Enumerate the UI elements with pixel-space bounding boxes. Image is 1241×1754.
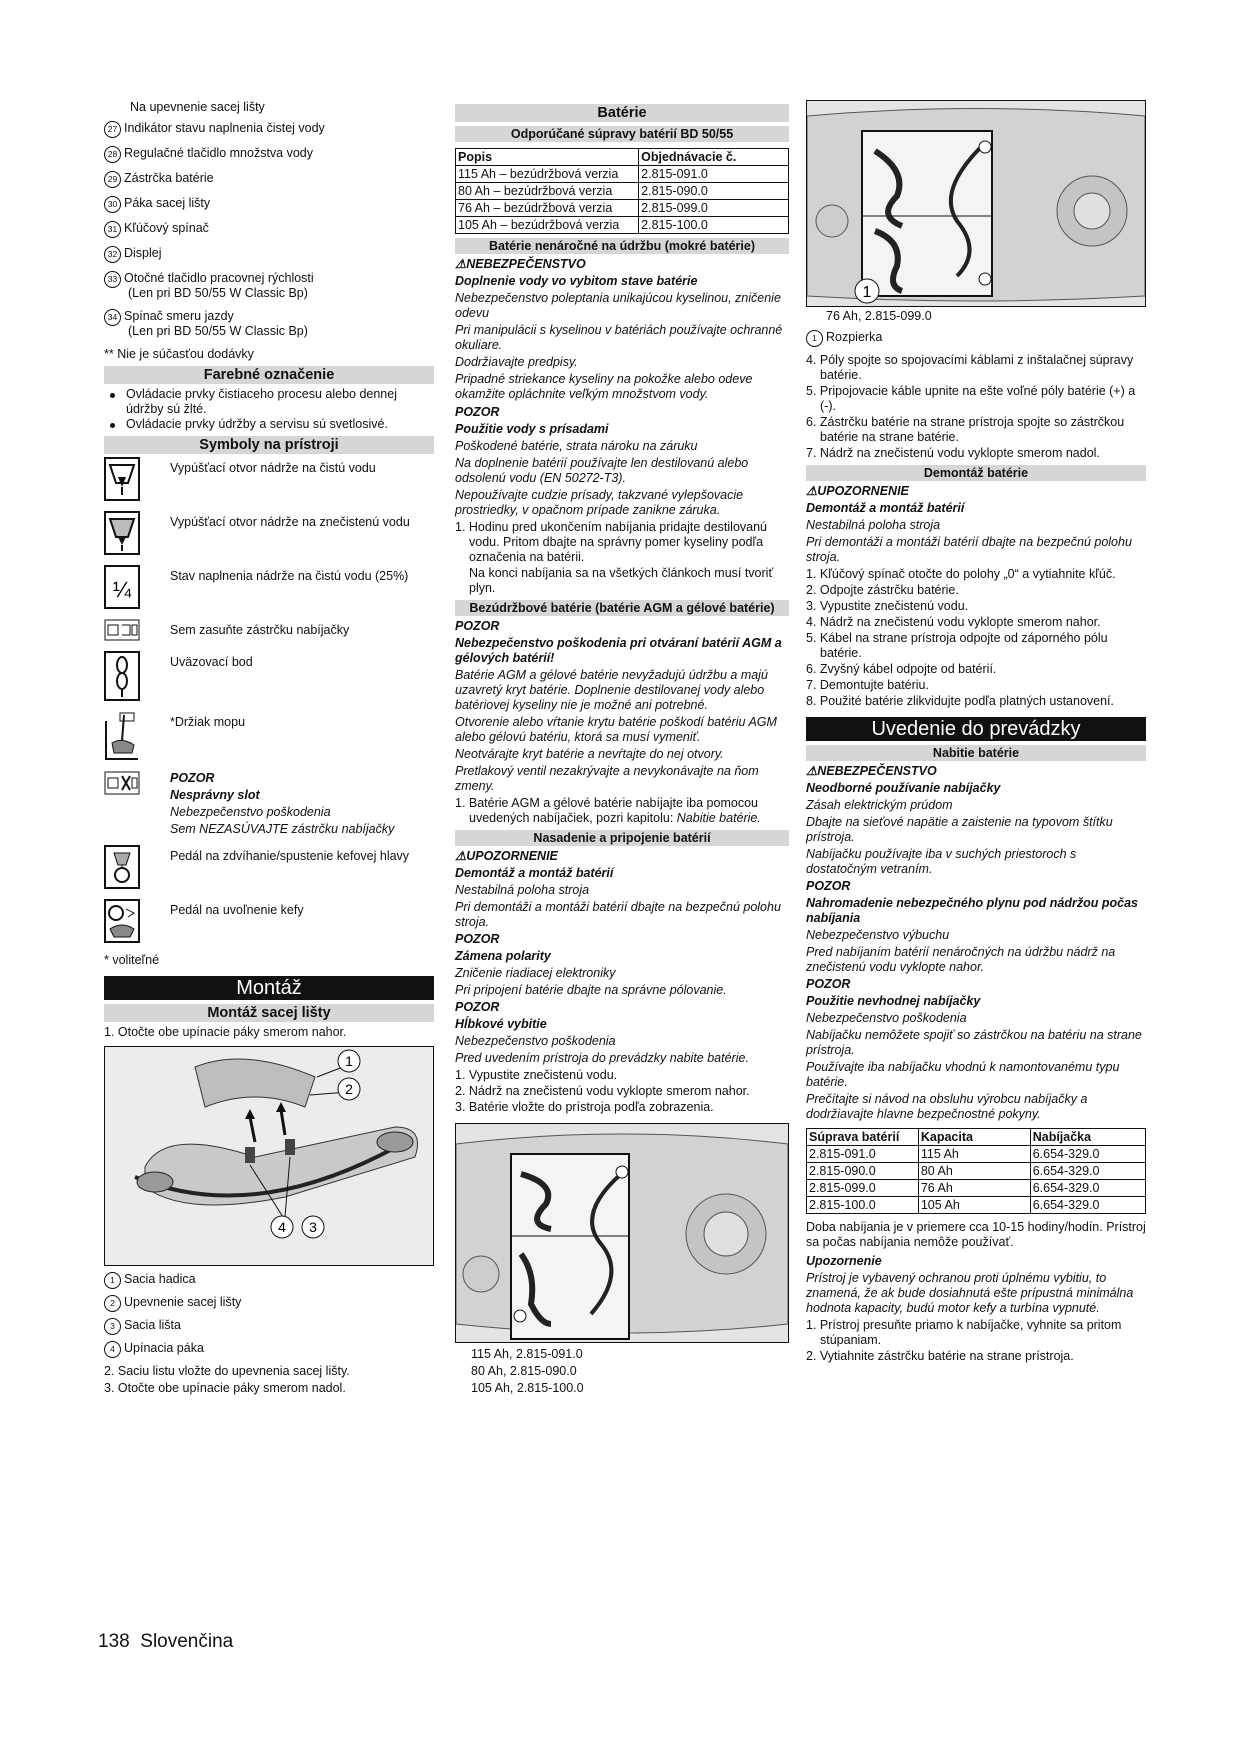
pozor-title: POZOR — [170, 771, 215, 785]
table-cell: 76 Ah – bezúdržbová verzia — [456, 200, 639, 217]
pozor-line: Používajte iba nabíjačku vhodnú k namontovanému typu batérie. — [806, 1060, 1120, 1089]
demontaz-step: 2. Odpojte zástrčku batérie. — [806, 583, 959, 597]
table-row — [807, 1146, 1146, 1163]
pedal-symbols — [104, 845, 434, 947]
montaz-step: 1. Otočte obe upínacie páky smerom nahor. — [104, 1025, 347, 1039]
legend-text: Sacia hadica — [124, 1272, 196, 1286]
danger-line: Nabíjačku používajte iba v suchých priestoroch s dostatočným vetraním. — [806, 847, 1077, 876]
table-row — [456, 166, 789, 183]
right-column — [806, 100, 1146, 1365]
charger-plug-icon — [104, 619, 140, 645]
warning-line: Pri demontáži a montáži batérií dbajte na bezpečnú polohu stroja. — [455, 900, 781, 929]
danger-sub: Doplnenie vody vo vybitom stave batérie — [455, 274, 698, 288]
pozor-sub: Hĺbkové vybitie — [455, 1017, 547, 1031]
figure-caption: 76 Ah, 2.815-099.0 — [826, 309, 932, 323]
connect-step: 7. Nádrž na znečistenú vodu vyklopte smerom nadol. — [806, 446, 1100, 460]
note-title: Upozornenie — [806, 1254, 882, 1268]
connect-step: 4. Póly spojte so spojovacími káblami z inštalačnej súpravy batérie. — [806, 353, 1134, 382]
wet-step-note: Na konci nabíjania sa na všetkých článkoch musí tvoriť plyn. — [469, 566, 774, 595]
legend-number: 30 — [104, 196, 121, 213]
legend-item — [104, 246, 434, 263]
montaz-heading: Montáž — [104, 976, 434, 1000]
warning-title: ⚠UPOZORNENIE — [455, 849, 558, 863]
figure-legend — [104, 1272, 434, 1358]
table-cell: 2.815-091.0 — [639, 166, 789, 183]
fig-label-2: 2 — [345, 1081, 353, 1097]
pozor-line: Neotvárajte kryt batérie a nevŕtajte do nej otvory. — [455, 747, 724, 761]
legend-intro: Na upevnenie sacej lišty — [130, 100, 265, 114]
demontaz-step: 4. Nádrž na znečistenú vodu vyklopte smerom nahor. — [806, 615, 1101, 629]
table-row — [456, 200, 789, 217]
legend-item — [104, 146, 434, 163]
warning-line: Nestabilná poloha stroja — [806, 518, 941, 532]
pozor-line: Nebezpečenstvo výbuchu — [806, 928, 950, 942]
pozor-line: Pretlakový ventil nezakrývajte a nevykonávajte na ňom zmeny. — [455, 764, 759, 793]
danger-line: Pripadné striekance kyseliny na pokožke alebo odeve okamžite opláchnite veľkým množstvom vody. — [455, 372, 753, 401]
danger-line: Dbajte na sieťové napätie a zaistenie na typovom štítku prístroja. — [806, 815, 1113, 844]
page-footer — [98, 1631, 234, 1652]
svg-text:¼: ¼ — [112, 577, 132, 602]
dirty-water-drain-icon — [104, 511, 140, 559]
charger-warning-symbol — [104, 771, 434, 839]
pozor-title: POZOR — [455, 932, 500, 946]
legend-text: Páka sacej lišty — [124, 196, 211, 210]
caption-line: 105 Ah, 2.815-100.0 — [471, 1381, 584, 1395]
montaz-step: 3. Otočte obe upínacie páky smerom nadol. — [104, 1381, 346, 1395]
nabitie-heading: Nabitie batérie — [806, 745, 1146, 761]
symbol-text: Sem zasuňte zástrčku nabíjačky — [170, 623, 350, 637]
caption-line: 115 Ah, 2.815-091.0 — [471, 1347, 583, 1361]
page-number: 138 — [98, 1631, 130, 1652]
demontaz-step: 8. Použité batérie zlikvidujte podľa platných ustanovení. — [806, 694, 1115, 708]
warning-sub: Demontáž a montáž batérií — [455, 866, 614, 880]
legend-item — [104, 271, 434, 301]
pozor-line: Na doplnenie batérií používajte len destilovanú alebo odsolenú vodu (EN 50272-T3). — [455, 456, 749, 485]
symbol-text: Vypúšťací otvor nádrže na znečistenú vodu — [170, 515, 410, 529]
color-item: Ovládacie prvky čistiaceho procesu alebo dennej údržby sú žlté. — [104, 387, 434, 417]
optional-note: * voliteľné — [104, 953, 160, 967]
charger-table — [806, 1128, 1146, 1214]
left-column — [104, 100, 434, 1398]
legend-item — [104, 121, 434, 138]
table-cell: 6.654-329.0 — [1030, 1180, 1145, 1197]
legend-number: 28 — [104, 146, 121, 163]
pozor-line: Poškodené batérie, strata nároku na záruku — [455, 439, 698, 453]
figure-legend-item — [104, 1318, 434, 1335]
connect-step: 5. Pripojovacie káble upnite na ešte voľné póly batérie (+) a (-). — [806, 384, 1136, 413]
agm-heading: Bezúdržbové batérie (batérie AGM a gélové batérie) — [455, 600, 789, 616]
legend-text: Displej — [124, 246, 162, 260]
pozor-line: Sem NEZASÚVAJTE zástrčku nabíjačky — [170, 822, 395, 836]
batteries-heading: Batérie — [455, 104, 789, 122]
legend-item — [104, 171, 434, 188]
pozor-line: Zničenie riadiacej elektroniky — [455, 966, 616, 980]
danger-line: Nebezpečenstvo poleptania unikajúcou kyselinou, zničenie odevu — [455, 291, 781, 320]
figure-legend-item — [104, 1341, 434, 1358]
caption-line: 80 Ah, 2.815-090.0 — [471, 1364, 577, 1378]
insert-step: 3. Batérie vložte do prístroja podľa zobrazenia. — [455, 1100, 714, 1114]
danger-title: ⚠NEBEZPEČENSTVO — [455, 257, 586, 271]
danger-line: Dodržiavajte predpisy. — [455, 355, 578, 369]
table-row — [456, 183, 789, 200]
demontaz-step: 5. Kábel na strane prístroja odpojte od záporného pólu batérie. — [806, 631, 1108, 660]
symbol-text: Pedál na zdvíhanie/spustenie kefovej hlavy — [170, 849, 410, 863]
symbol-item — [104, 619, 434, 645]
table-cell: 2.815-090.0 — [807, 1163, 919, 1180]
table-cell: 115 Ah – bezúdržbová verzia — [456, 166, 639, 183]
note-text: Prístroj je vybavený ochranou proti úplnému vybitiu, to znamená, že ak bude dosiahnutá ešte prípustná minimálna hodnota kapacity, budú motor kefy a turbína vypnuté. — [806, 1271, 1134, 1315]
warning-title: ⚠UPOZORNENIE — [806, 484, 909, 498]
pozor-sub: Zámena polarity — [455, 949, 551, 963]
squeegee-figure — [104, 1046, 434, 1266]
legend-number: 32 — [104, 246, 121, 263]
table-cell: 105 Ah – bezúdržbová verzia — [456, 217, 639, 234]
pozor-sub: Nahromadenie nebezpečného plynu pod nádržou počas nabíjania — [806, 896, 1138, 925]
legend-number: 29 — [104, 171, 121, 188]
battery-bay-figure — [455, 1123, 789, 1343]
legend-number: 27 — [104, 121, 121, 138]
warning-line: Nestabilná poloha stroja — [455, 883, 590, 897]
legend-number: 31 — [104, 221, 121, 238]
insert-heading: Nasadenie a pripojenie batérií — [455, 830, 789, 846]
table-cell: 2.815-099.0 — [639, 200, 789, 217]
pozor-title: POZOR — [455, 1000, 500, 1014]
legend-item — [104, 196, 434, 213]
symbol-item — [104, 511, 434, 559]
pozor-line: Nepoužívajte cudzie prísady, takzvané vylepšovacie prostriedky, v opačnom prípade zanikne záruka. — [455, 488, 744, 517]
montaz-subheading: Montáž sacej lišty — [104, 1004, 434, 1022]
brush-pedal-icon — [104, 845, 140, 893]
legend-number: 1 — [104, 1272, 121, 1289]
clean-water-drain-icon — [104, 457, 140, 505]
table-row — [807, 1180, 1146, 1197]
pozor-title: POZOR — [455, 619, 500, 633]
warning-sub: Demontáž a montáž batérií — [806, 501, 965, 515]
figure-caption — [455, 1347, 789, 1396]
pozor-line: Batérie AGM a gélové batérie nevyžadujú údržbu a majú uzavretý kryt batérie. Doplnenie destilovanej vody alebo batériovej kyseliny nie je možné ani potrebné. — [455, 668, 768, 712]
legend-number: 33 — [104, 271, 121, 288]
demontaz-step: 7. Demontujte batériu. — [806, 678, 929, 692]
pozor-line: Otvorenie alebo vŕtanie krytu batérie poškodí batériu AGM alebo gélovú batériu, ktorá sa musí vymeniť. — [455, 715, 777, 744]
footnote: ** Nie je súčasťou dodávky — [104, 347, 254, 361]
legend-text: Kľúčový spínač — [124, 221, 209, 235]
mop-holder-icon — [104, 711, 140, 765]
fig-label-4: 4 — [278, 1219, 286, 1235]
pozor-line: Nabíjačku nemôžete spojiť so zástrčkou na batériu na strane prístroja. — [806, 1028, 1142, 1057]
symbol-text: Stav naplnenia nádrže na čistú vodu (25%) — [170, 569, 409, 583]
warning-line: Pri demontáži a montáži batérií dbajte na bezpečnú polohu stroja. — [806, 535, 1132, 564]
fig-label-1: 1 — [345, 1053, 353, 1069]
pozor-line: Nebezpečenstvo poškodenia — [455, 1034, 616, 1048]
insert-step: 1. Vypustite znečistenú vodu. — [455, 1068, 618, 1082]
pozor-title: POZOR — [806, 977, 851, 991]
pozor-title: POZOR — [455, 405, 500, 419]
pozor-sub: Nebezpečenstvo poškodenia pri otváraní batérií AGM a gélových batérií! — [455, 636, 782, 665]
legend-item — [104, 221, 434, 238]
middle-column — [455, 100, 789, 1398]
table-cell: 2.815-100.0 — [807, 1197, 919, 1214]
legend-text: Spínač smeru jazdy — [124, 309, 234, 323]
legend-text: Regulačné tlačidlo množstva vody — [124, 146, 313, 160]
legend-text: Otočné tlačidlo pracovnej rýchlosti — [124, 271, 314, 285]
lashing-point-icon — [104, 651, 140, 705]
table-cell: 6.654-329.0 — [1030, 1146, 1145, 1163]
pozor-line: Pred nabíjaním batérií nenáročných na údržbu nádrž na znečistenú vodu vyklopte nahor. — [806, 945, 1116, 974]
quarter-fill-icon — [104, 565, 140, 613]
legend-text: Zástrčka batérie — [124, 171, 214, 185]
charge-note: Doba nabíjania je v priemere cca 10-15 hodiny/hodín. Prístroj sa počas nabíjania nemôže používať. — [806, 1220, 1146, 1249]
danger-line: Pri manipulácii s kyselinou v batériách používajte ochranné okuliare. — [455, 323, 783, 352]
batteries-subheading: Odporúčané súpravy batérií BD 50/55 — [455, 126, 789, 142]
pozor-title: POZOR — [806, 879, 851, 893]
symbol-item — [104, 457, 434, 505]
symbol-item — [104, 845, 434, 893]
table-cell: 2.815-099.0 — [807, 1180, 919, 1197]
legend-number: 34 — [104, 309, 121, 326]
figure-legend-item: 1 Rozpierka — [806, 330, 1146, 347]
danger-line: Zásah elektrickým prúdom — [806, 798, 953, 812]
danger-sub: Neodborné používanie nabíjačky — [806, 781, 1001, 795]
symbols-heading: Symboly na prístroji — [104, 436, 434, 454]
battery-76ah-figure — [806, 100, 1146, 307]
pozor-line: Pri pripojení batérie dbajte na správne pólovanie. — [455, 983, 727, 997]
pozor-sub: Použitie nevhodnej nabíjačky — [806, 994, 981, 1008]
pozor-line: Nebezpečenstvo poškodenia — [806, 1011, 967, 1025]
insert-step: 2. Nádrž na znečistenú vodu vyklopte smerom nahor. — [455, 1084, 750, 1098]
fig-label-3: 3 — [309, 1219, 317, 1235]
legend-item — [104, 309, 434, 339]
table-cell: 105 Ah — [918, 1197, 1030, 1214]
demontaz-heading: Demontáž batérie — [806, 465, 1146, 481]
table-cell: 2.815-090.0 — [639, 183, 789, 200]
demontaz-step: 3. Vypustite znečistenú vodu. — [806, 599, 969, 613]
legend-subtext: (Len pri BD 50/55 W Classic Bp) — [128, 286, 308, 300]
symbol-text: Vypúšťací otvor nádrže na čistú vodu — [170, 461, 376, 475]
color-list — [104, 387, 434, 432]
footer-language: Slovenčina — [140, 1631, 234, 1652]
table-cell: 115 Ah — [918, 1146, 1030, 1163]
figure-legend-item — [104, 1272, 434, 1289]
legend-subtext: (Len pri BD 50/55 W Classic Bp) — [128, 324, 308, 338]
symbol-item — [104, 565, 434, 613]
battery-table — [455, 148, 789, 234]
demontaz-step: 1. Kľúčový spínač otočte do polohy „0“ a vytiahnite kľúč. — [806, 567, 1116, 581]
col-header: Kapacita — [918, 1129, 1030, 1146]
danger-title: ⚠NEBEZPEČENSTVO — [806, 764, 937, 778]
agm-step: 1. Batérie AGM a gélové batérie nabíjajte iba pomocou uvedených nabíjačiek, pozri kapitolu: Nabitie batérie. — [455, 796, 761, 825]
legend-text: Upínacia páka — [124, 1341, 204, 1355]
final-step: 2. Vytiahnite zástrčku batérie na strane prístroja. — [806, 1349, 1074, 1363]
wet-step: 1. Hodinu pred ukončením nabíjania pridajte destilovanú vodu. Pritom dbajte na správny pomer kyseliny podľa označenia na batérii. — [455, 520, 768, 564]
col-header: Popis — [456, 149, 639, 166]
legend-number: 2 — [104, 1295, 121, 1312]
component-legend — [104, 121, 434, 339]
table-row — [456, 217, 789, 234]
demontaz-step: 6. Zvyšný kábel odpojte od batérií. — [806, 662, 997, 676]
table-cell: 2.815-091.0 — [807, 1146, 919, 1163]
brush-release-pedal-icon — [104, 899, 140, 947]
wet-batteries-heading: Batérie nenáročné na údržbu (mokré batérie) — [455, 238, 789, 254]
wrong-slot-icon — [104, 771, 140, 799]
col-header: Súprava batérií — [807, 1129, 919, 1146]
symbols-list — [104, 457, 434, 765]
symbol-text: Uväzovací bod — [170, 655, 253, 669]
legend-text: Sacia lišta — [124, 1318, 181, 1332]
legend-text: Upevnenie sacej lišty — [124, 1295, 242, 1309]
col-header: Objednávacie č. — [639, 149, 789, 166]
final-step: 1. Prístroj presuňte priamo k nabíjačke, vyhnite sa pritom stúpaniam. — [806, 1318, 1122, 1347]
color-heading: Farebné označenie — [104, 366, 434, 384]
table-cell: 80 Ah – bezúdržbová verzia — [456, 183, 639, 200]
color-item: Ovládacie prvky údržby a servisu sú svetlosivé. — [104, 417, 434, 432]
uvedenie-heading: Uvedenie do prevádzky — [806, 717, 1146, 741]
table-cell: 2.815-100.0 — [639, 217, 789, 234]
symbol-text: Pedál na uvoľnenie kefy — [170, 903, 304, 917]
pozor-sub: Nesprávny slot — [170, 788, 260, 802]
symbol-item — [104, 711, 434, 765]
montaz-step: 2. Saciu listu vložte do upevnenia sacej lišty. — [104, 1364, 350, 1378]
pozor-sub: Použitie vody s prísadami — [455, 422, 609, 436]
table-cell: 6.654-329.0 — [1030, 1197, 1145, 1214]
symbol-text: *Držiak mopu — [170, 715, 246, 729]
pozor-line: Prečítajte si návod na obsluhu výrobcu nabíjačky a dodržiavajte hlavne bezpečnostné pokyny. — [806, 1092, 1088, 1121]
symbol-item — [104, 651, 434, 705]
legend-text: Indikátor stavu naplnenia čistej vody — [124, 121, 325, 135]
table-row — [807, 1197, 1146, 1214]
table-cell: 6.654-329.0 — [1030, 1163, 1145, 1180]
table-cell: 80 Ah — [918, 1163, 1030, 1180]
table-row — [807, 1163, 1146, 1180]
legend-number: 3 — [104, 1318, 121, 1335]
col-header: Nabíjačka — [1030, 1129, 1145, 1146]
symbol-item — [104, 899, 434, 947]
table-cell: 76 Ah — [918, 1180, 1030, 1197]
pozor-line: Nebezpečenstvo poškodenia — [170, 805, 331, 819]
fig-label-1: 1 — [862, 284, 872, 301]
pozor-line: Pred uvedením prístroja do prevádzky nabite batérie. — [455, 1051, 749, 1065]
connect-step: 6. Zástrčku batérie na strane prístroja spojte so zástrčkou batérie na strane batérie. — [806, 415, 1125, 444]
figure-legend-item — [104, 1295, 434, 1312]
legend-number: 4 — [104, 1341, 121, 1358]
